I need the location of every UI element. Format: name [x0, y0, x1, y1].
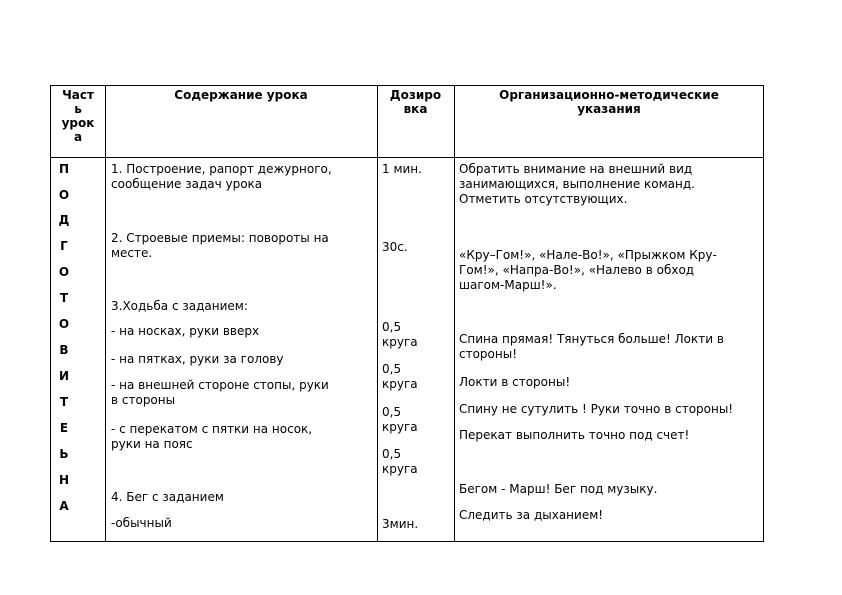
header-part-line: урок: [61, 116, 95, 130]
part-letter: П: [58, 162, 70, 176]
content-line: 1. Построение, рапорт дежурного,: [111, 162, 332, 176]
header-content: Содержание урока: [174, 88, 308, 102]
dosage-line: 0,5: [382, 405, 402, 419]
note-item: [459, 248, 717, 293]
content-item: - на носках, руки вверх: [111, 324, 260, 338]
content-item: [111, 231, 329, 261]
header-part-line: Част: [62, 88, 94, 102]
column-divider: [377, 86, 378, 541]
dosage-line: круга: [382, 462, 418, 476]
header-dosage: [377, 88, 454, 116]
dosage-item: [382, 405, 418, 435]
note-line: «Кру–Гом!», «Нале-Во!», «Прыжком Кру-: [459, 248, 717, 262]
dosage-item: [382, 320, 418, 350]
dosage-item: [382, 362, 418, 392]
header-dosage-line: Дозиро: [389, 88, 442, 102]
dosage-item: [382, 447, 418, 477]
note-line: Обратить внимание на внешний вид: [459, 162, 693, 176]
content-item: 3.Ходьба с заданием:: [111, 299, 248, 313]
content-line: в стороны: [111, 393, 176, 407]
header-dosage-line: вка: [403, 102, 428, 116]
header-notes-line: указания: [577, 102, 641, 116]
part-letter: Т: [59, 291, 69, 305]
dosage-item: 30с.: [382, 240, 408, 254]
part-letter: В: [59, 343, 69, 357]
note-line: Отметить отсутствующих.: [459, 192, 628, 206]
note-item: Перекат выполнить точно под счет!: [459, 428, 690, 442]
content-item: -обычный: [111, 516, 172, 530]
content-item: [111, 378, 329, 408]
content-item: - на пятках, руки за голову: [111, 352, 284, 366]
header-part-line: а: [73, 130, 83, 144]
dosage-line: круга: [382, 335, 418, 349]
dosage-line: круга: [382, 420, 418, 434]
content-line: 2. Строевые приемы: повороты на: [111, 231, 329, 245]
content-line: - на внешней стороне стопы, руки: [111, 378, 329, 392]
header-notes: [454, 88, 764, 116]
note-line: Спина прямая! Тянуться больше! Локти в: [459, 332, 724, 346]
part-letter: Ь: [59, 447, 69, 461]
lesson-plan-table: [50, 85, 764, 542]
dosage-line: 0,5: [382, 362, 402, 376]
column-divider: [105, 86, 106, 541]
content-item: 4. Бег с заданием: [111, 490, 224, 504]
part-letter: А: [59, 499, 69, 513]
header-divider: [51, 157, 763, 158]
note-line: Гом!», «Напра-Во!», «Налево в обход: [459, 263, 695, 277]
content-line: руки на пояс: [111, 437, 193, 451]
note-line: занимающихся, выполнение команд.: [459, 177, 695, 191]
note-line: стороны!: [459, 347, 518, 361]
note-item: Бегом - Марш! Бег под музыку.: [459, 482, 658, 496]
note-item: [459, 162, 695, 207]
dosage-item: 1 мин.: [382, 162, 422, 176]
note-item: Локти в стороны!: [459, 375, 571, 389]
dosage-item: 3мин.: [382, 517, 419, 531]
part-letter: О: [58, 317, 70, 331]
part-letter: Н: [58, 473, 70, 487]
part-letter: Д: [58, 213, 70, 227]
part-letter: О: [58, 265, 70, 279]
content-item: [111, 162, 332, 192]
column-divider: [454, 86, 455, 541]
note-item: [459, 332, 724, 362]
dosage-line: 0,5: [382, 320, 402, 334]
content-line: - с перекатом с пятки на носок,: [111, 422, 313, 436]
header-part: [51, 88, 105, 144]
dosage-line: круга: [382, 377, 418, 391]
header-part-line: ь: [74, 102, 82, 116]
part-letter: Г: [60, 239, 68, 253]
dosage-line: 0,5: [382, 447, 402, 461]
content-item: [111, 422, 312, 452]
content-line: сообщение задач урока: [111, 177, 263, 191]
note-item: Следить за дыханием!: [459, 508, 604, 522]
part-letter: Т: [59, 395, 69, 409]
part-letter: И: [58, 369, 70, 383]
content-line: месте.: [111, 246, 153, 260]
part-letter: О: [58, 188, 70, 202]
header-notes-line: Организационно-методические: [499, 88, 719, 102]
note-item: Спину не сутулить ! Руки точно в стороны!: [459, 402, 734, 416]
part-letter: Е: [59, 421, 69, 435]
note-line: шагом-Марш!».: [459, 278, 557, 292]
